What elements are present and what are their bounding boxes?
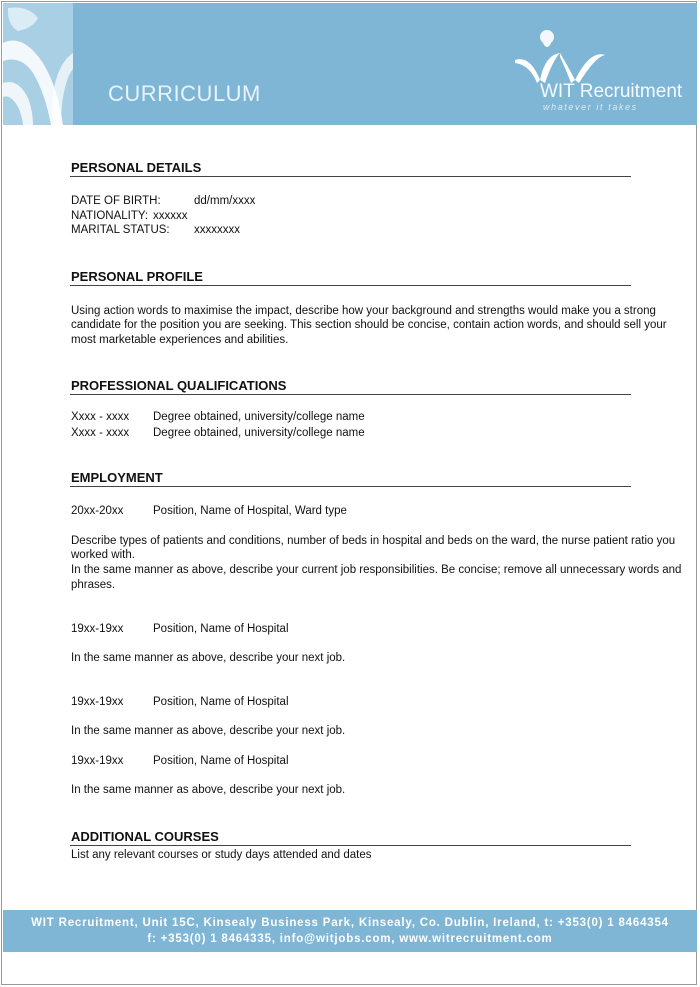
qualifications-heading: PROFESSIONAL QUALIFICATIONS <box>71 378 287 393</box>
job-description: In the same manner as above, describe your next job. <box>71 784 346 796</box>
logo-tagline: whatever it takes <box>543 102 638 112</box>
qualification-desc: Degree obtained, university/college name <box>153 411 365 423</box>
logo-name: WIT Recruitment <box>540 81 683 102</box>
footer-banner <box>3 910 697 952</box>
additional-courses-heading: ADDITIONAL COURSES <box>71 829 219 844</box>
section-divider <box>70 394 631 395</box>
job-description: In the same manner as above, describe your current job responsibilities. Be concise; remove all unnecessary words and <box>71 564 682 576</box>
profile-text-line: candidate for the position you are seeking. This section should be concise, contain action words, and should sell your <box>71 319 667 331</box>
job-position: Position, Name of Hospital <box>153 755 289 767</box>
courses-description: List any relevant courses or study days attended and dates <box>71 849 372 861</box>
marital-status-label: MARITAL STATUS: <box>71 224 170 236</box>
job-dates: 19xx-19xx <box>71 623 124 635</box>
swoosh-decoration-icon <box>3 3 73 125</box>
employment-heading: EMPLOYMENT <box>71 470 163 485</box>
footer-address: WIT Recruitment, Unit 15C, Kinsealy Business Park, Kinsealy, Co. Dublin, Ireland, t: +353(0) 1 8464354 <box>31 917 669 929</box>
profile-text-line: Using action words to maximise the impact, describe how your background and strengths would make you a strong <box>71 305 656 317</box>
nationality-value: xxxxxx <box>153 210 188 222</box>
footer-contact: f: +353(0) 1 8464335, info@witjobs.com, www.witrecruitment.com <box>147 933 553 945</box>
job-description: phrases. <box>71 579 116 591</box>
job-description: worked with. <box>71 549 135 561</box>
personal-details-heading: PERSONAL DETAILS <box>71 160 202 175</box>
section-divider <box>70 845 631 846</box>
nationality-label: NATIONALITY: <box>71 210 149 222</box>
job-position: Position, Name of Hospital <box>153 696 289 708</box>
job-description: In the same manner as above, describe your next job. <box>71 652 346 664</box>
job-description: Describe types of patients and conditions, number of beds in hospital and beds on the ward, the nurse patient ratio you <box>71 535 676 547</box>
job-dates: 19xx-19xx <box>71 755 124 767</box>
section-divider <box>70 486 631 487</box>
header-decoration <box>3 3 73 125</box>
qualification-dates: Xxxx - xxxx <box>71 411 130 423</box>
profile-text-line: most marketable experiences and abilities. <box>71 334 289 346</box>
page-title: CURRICULUM <box>108 81 261 106</box>
marital-status-value: xxxxxxxx <box>194 224 240 236</box>
section-divider <box>70 176 631 177</box>
dob-label: DATE OF BIRTH: <box>71 195 161 207</box>
personal-profile-heading: PERSONAL PROFILE <box>71 269 203 284</box>
job-position: Position, Name of Hospital <box>153 623 289 635</box>
qualification-dates: Xxxx - xxxx <box>71 427 130 439</box>
dob-value: dd/mm/xxxx <box>194 195 256 207</box>
job-position: Position, Name of Hospital, Ward type <box>153 505 347 517</box>
job-dates: 20xx-20xx <box>71 505 124 517</box>
job-description: In the same manner as above, describe your next job. <box>71 725 346 737</box>
job-dates: 19xx-19xx <box>71 696 124 708</box>
header-banner <box>3 3 697 125</box>
section-divider <box>70 285 631 286</box>
qualification-desc: Degree obtained, university/college name <box>153 427 365 439</box>
